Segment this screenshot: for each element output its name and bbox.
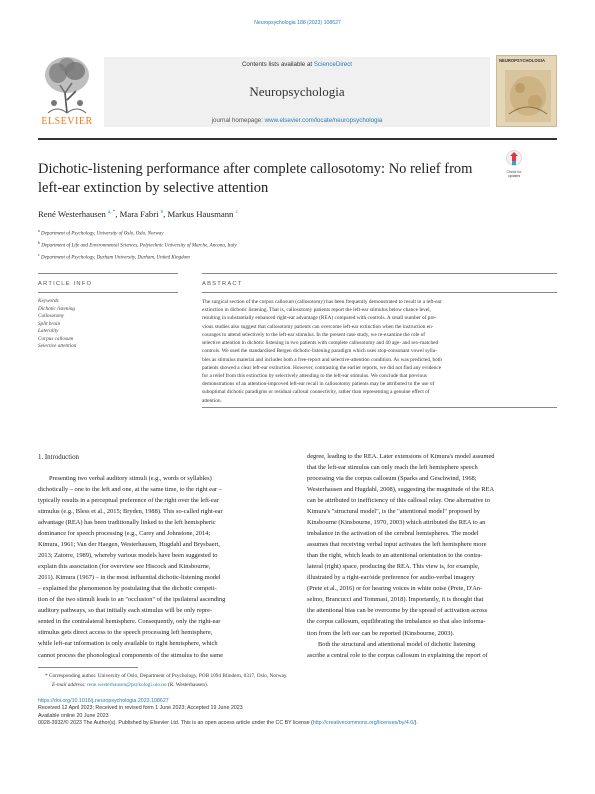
crossmark-icon	[506, 150, 522, 169]
affiliation: $^b$ Department of Life and Environmental Sciences, Polytechnic University of Marche, Ancona, Italy	[38, 239, 237, 249]
divider	[38, 292, 178, 293]
section-heading-introduction: 1. Introduction	[38, 454, 79, 461]
author-name[interactable]: René Westerhausen	[38, 209, 106, 219]
divider	[202, 292, 557, 293]
doi-link[interactable]: https://doi.org/10.1016/j.neuropsychologia.2023.108627	[38, 698, 169, 704]
elsevier-logo[interactable]	[38, 55, 96, 127]
divider	[38, 273, 178, 274]
author-affiliation-marker[interactable]: b	[160, 210, 164, 216]
journal-homepage-line: journal homepage: www.elsevier.com/locate/neuropsychologia	[211, 117, 383, 124]
publisher-wordmark: ELSEVIER	[41, 116, 93, 127]
author-name[interactable]: Mara Fabri	[119, 209, 159, 219]
corresponding-author-footnote: * Corresponding author. University of Oslo, Department of Psychology, POB 1094 Blindern, 0317, Oslo, Norway. E-mail address: rene.westerhausen@psykologi.uio.no (R. Westerhausen).	[45, 673, 288, 688]
author-list: René Westerhausen $^{a, *}$, Mara Fabri $^b$, Markus Hausmann $^c$	[38, 209, 238, 219]
keywords-label: Keywords	[38, 298, 59, 304]
received-dates: Received 12 April 2023; Received in revised form 1 June 2023; Accepted 19 June 2023	[38, 705, 243, 712]
keyword: Laterality	[38, 328, 59, 334]
abstract-heading: ABSTRACT	[202, 281, 243, 287]
available-online: Available online 20 June 2023	[38, 712, 109, 719]
body-column-right: degree, leading to the REA. Later extensions of Kimura's model assumed that the left-ear stimulus can only reach the left hemisphere speech processing via the corpus callosum (Sparks and Geschwind, 1968; Westerhausen and Hugdahl, 2008), suggesting the magnitude of the REA can be attributed to inefficiency of this callosal relay. One alternative to Kimura's "structural model", is the "attentional model" proposed by Kinsbourne (Kinsbourne, 1970, 2003) which attributed the REA to an imbalance in the activation of the cerebral hemispheres. The model assumes that receiving verbal input activates the left hemisphere more than the right, which leads to an attentional orientation to the contra- lateral (right) space, producing the REA. This view is, for example, illustrated by a right-ear/side preference for audio-verbal imagery (Prete et al., 2016) or for hearing voices in white noise (Prete, D'An- selmo, Brancucci and Tommasi, 2018). Importantly, it is thought that the attentional bias can be overcome by the spread of activation across the corpus callosum, equilibrating the imbalance so that also informa- tion from the left ear can be reported (Kinsbourne, 2003). Both the structural and attentional model of dichotic listening ascribe a central role to the corpus callosum in explaining the report of	[307, 453, 495, 659]
cover-artwork-icon	[505, 70, 551, 122]
keyword: Split brain	[38, 320, 61, 327]
author-name[interactable]: Markus Hausmann	[167, 209, 234, 219]
footnote-rule	[38, 667, 138, 668]
article-title: Dichotic-listening performance after complete callosotomy: No relief from left-ear extinction by selective attention	[38, 161, 473, 196]
author-affiliation-marker[interactable]: a, *	[108, 210, 116, 216]
divider	[202, 407, 557, 408]
keywords-block	[38, 298, 178, 351]
cover-title: NEUROPSYCHOLOGIA	[499, 58, 546, 63]
journal-homepage-link[interactable]: www.elsevier.com/locate/neuropsychologia	[264, 117, 383, 124]
affiliation: $^c$ Department of Psychology, Durham University, Durham, United Kingdom	[38, 251, 190, 261]
license-link[interactable]: http://creativecommons.org/licenses/by/4.0/	[312, 720, 415, 727]
keyword: Callosotomy	[38, 313, 65, 319]
journal-citation[interactable]: Neuropsychologia 188 (2023) 108627	[254, 20, 341, 26]
body-column-left: Presenting two verbal auditory stimuli (e.g., words or syllables) dichotically – one to the left and one, at the same time, to the right ear – typically results in a perceptual preference of the right over the left-ear stimulus (e.g., Bless et al., 2015; Bryden, 1988). This so-called right-ear advantage (REA) has been traditionally linked to the left hemispheric dominance for speech processing (e.g., Carey and Johnstone, 2014; Kimura, 1961; Van der Haegen, Westerhausen, Hugdahl and Brysbaert, 2013; Zatorre, 1989), whereby various models have been suggested to explain this association (for overview see Hiscock and Kinsbourne, 2011). Kimura (1967) – in the most influential dichotic-listening model – explained the phenomenon by postulating that the dichotic competi- tion of the two stimuli leads to an "occlusion" of the ipsilateral ascending auditory pathways, so that initially each stimulus will be only repre- sented in the contralateral hemisphere. Consequently, only the right-ear stimulus gets direct access to the speech processing left hemisphere, while left-ear information is only available to right hemisphere, which cannot process the phonological components of the stimulus to the same	[38, 475, 226, 659]
author-affiliation-marker[interactable]: c	[235, 210, 238, 216]
license-line: 0028-3932/© 2023 The Author(s). Published by Elsevier Ltd. This is an open access article under the CC BY license (http://creativecommons.org/licenses/by/4.0/).	[38, 720, 418, 727]
abstract-text: The surgical section of the corpus callosum (callosotomy) has been frequently demonstrated to result in a left-ear extinction in dichotic listening. That is, callosotomy patients report the left-ear stimulus below chance level, resulting in substantially enhanced right-ear advantage (REA) compared with controls. A small number of pre- vious studies also suggest that callosotomy patients can overcome left-ear extinction when the instruction en- courages to attend selectively to the left-ear stimulus. In the present case study, we re-examine the role of selective attention in dichotic listening in two patients with complete callosotomy and 40 age- and sex-matched controls. We used the standardised Bergen dichotic-listening paradigm which uses stop-consonant vowel sylla- bles as stimulus material and includes both a free-report and selective-attention condition. As was predicted, both patients showed a clear left-ear extinction. However, contrasting the earlier reports, we did not find any evidence for a relief from this extinction by selectively attending to the left-ear stimulus. We conclude that previous demonstrations of an attention-improved left-ear recall in callosotomy patients may be attributed to the use of suboptimal dichotic paradigms or residual callosal connectivity, rather than representing a genuine effect of attention.	[202, 299, 442, 404]
author-email-link[interactable]: rene.westerhausen@psykologi.uio.no	[87, 681, 167, 688]
affiliation: $^a$ Department of Psychology, University of Oslo, Oslo, Norway	[38, 228, 164, 237]
check-for-updates-button[interactable]	[503, 150, 525, 182]
crossmark-label: Check for updates	[506, 170, 522, 178]
sciencedirect-link[interactable]: ScienceDirect	[313, 61, 353, 68]
article-footer	[38, 698, 557, 728]
keyword: Dichotic listening	[38, 305, 76, 312]
journal-title: Neuropsychologia	[249, 84, 345, 99]
divider	[202, 273, 557, 274]
article-info-heading: ARTICLE INFO	[38, 281, 93, 287]
journal-cover-image[interactable]	[496, 55, 557, 127]
keyword: Corpus callosum	[38, 335, 74, 342]
header-rule	[38, 138, 557, 140]
contents-available-line: Contents lists available at ScienceDirect	[241, 61, 353, 68]
elsevier-tree-icon	[42, 55, 92, 115]
affiliations	[38, 227, 538, 263]
keyword: Selective attention	[38, 343, 77, 349]
